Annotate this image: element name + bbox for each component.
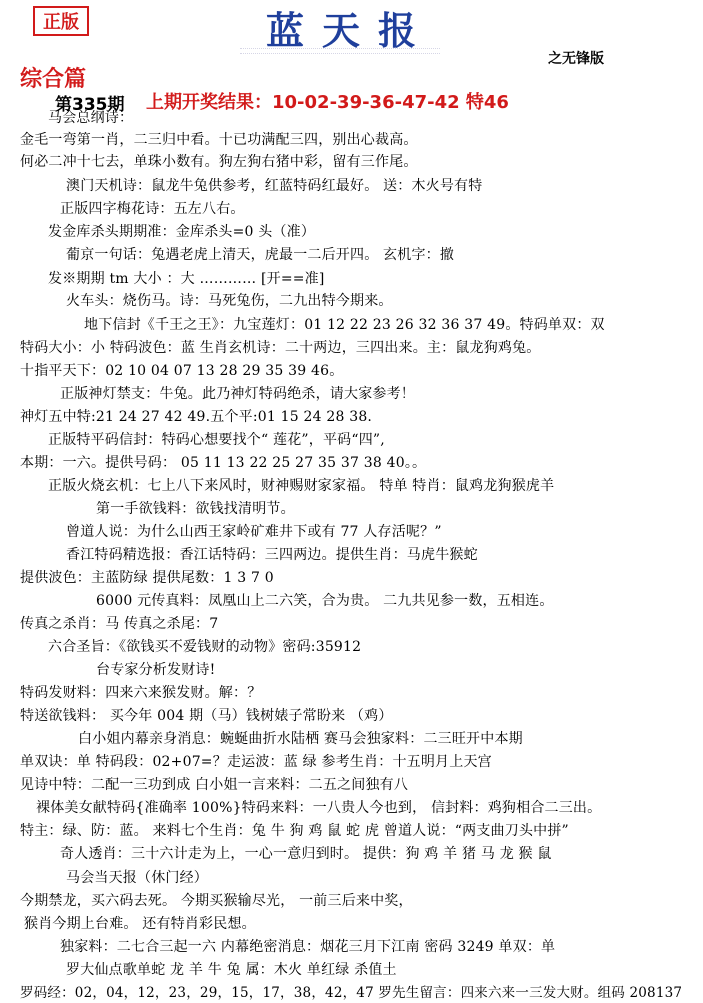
text-line: 奇人透肖：三十六计走为上，一心一意归到时。 提供：狗 鸡 羊 猪 马 龙 猴 鼠: [60, 846, 552, 862]
text-line: 火车头：烧伤马。诗：马死兔伤，二九出特今期来。: [66, 293, 393, 309]
edition-stamp: 正版: [33, 6, 89, 36]
masthead-underline: [240, 48, 440, 54]
section-title: 综合篇: [20, 67, 87, 92]
text-line: 葡京一句话：兔遇老虎上清天，虎最一二后开四。 玄机字：撤: [66, 247, 455, 263]
text-line: 发※期期 tm 大小 ：大 ………… [开==准]: [48, 271, 325, 287]
text-line: 白小姐内幕亲身消息：蜿蜒曲折水陆栖 赛马会独家料：二三旺开中本期: [78, 731, 523, 747]
text-line: 提供波色：主蓝防绿 提供尾数：1 3 7 0: [20, 570, 274, 586]
text-line: 金毛一弯第一肖，二三归中看。十已功满配三四，别出心裁高。: [20, 132, 418, 148]
text-line: 6000 元传真料：凤凰山上二六笑，合为贵。 二九共见参一数，五相连。: [96, 593, 554, 609]
last-result: 上期开奖结果：10-02-39-36-47-42 特46: [146, 92, 509, 113]
text-line: 曾道人说：为什么山西王家岭矿难井下或有 77 人存活呢？”: [66, 524, 442, 540]
text-line: 发金库杀头期期准：金库杀头=0 头（准）: [48, 224, 316, 240]
text-line: 六合圣旨：《欲钱买不爱钱财的动物》密码:35912: [48, 639, 362, 655]
edition-label: 之无锋版: [548, 51, 604, 67]
text-line: 澳门天机诗：鼠龙牛兔供参考，红蓝特码红最好。 送：木火号有特: [66, 178, 483, 194]
text-line: 见诗中特：二配一三功到成 白小姐一言来料：二五之间独有八: [20, 777, 409, 793]
text-line: 香江特码精选报：香江话特码：三四两边。提供生肖：马虎牛猴蛇: [66, 547, 478, 563]
text-line: 十指平天下：02 10 04 07 13 28 29 35 39 46。: [20, 363, 344, 379]
issue-number: 第335期: [55, 95, 125, 115]
text-line: 马会当天报（休门经）: [66, 870, 208, 886]
text-line: 正版四字梅花诗：五左八右。: [60, 201, 245, 217]
text-line: 台专家分析发财诗!: [96, 662, 216, 678]
text-line: 地下信封《千王之王》：九宝莲灯：01 12 22 23 26 32 36 37 49。特码单双：双: [84, 317, 605, 333]
text-line: 罗码经：02，04，12，23，29，15，17，38，42，47 罗先生留言：四来六来一三发大财。组码 208137: [20, 985, 683, 1001]
text-line: 裸体美女献特码{准确率 100%}特码来料：一八贵人今也到， 信封料：鸡狗相合二三出。: [36, 800, 602, 816]
text-line: 特主：绿、防：蓝。 来料七个生肖：兔 牛 狗 鸡 鼠 蛇 虎 曾道人说：“两支曲刀头中拼”: [20, 823, 569, 839]
text-line: 正版神灯禁支：牛兔。此乃神灯特码绝杀，请大家参考！: [60, 386, 415, 402]
text-line: 今期禁龙，买六码去死。 今期买猴输尽光， 一前三后来中奖，: [20, 893, 413, 909]
text-line: 独家料：二七合三起一六 内幕绝密消息：烟花三月下江南 密码 3249 单双：单: [60, 939, 556, 955]
masthead-title: 蓝天报: [265, 9, 434, 53]
text-line: 马会总纲诗：: [48, 110, 134, 126]
text-line: 本期：一六。提供号码： 05 11 13 22 25 27 35 37 38 40。。: [20, 455, 427, 471]
text-line: 正版火烧玄机：七上八下来风时，财神赐财家家福。 特单 特肖：鼠鸡龙狗猴虎羊: [48, 478, 555, 494]
text-line: 传真之杀肖：马 传真之杀尾：7: [20, 616, 219, 632]
text-line: 神灯五中特:21 24 27 42 49.五个平:01 15 24 28 38.: [20, 409, 373, 425]
text-line: 特送欲钱料： 买今年 004 期（马）钱树婊子常盼来 （鸡）: [20, 708, 393, 724]
text-line: 第一手欲钱料：欲钱找清明节。: [96, 501, 295, 517]
text-line: 正版特平码信封：特码心想要找个“ 莲花”，平码“四”,: [48, 432, 385, 448]
text-line: 何必二冲十七去，单珠小数有。狗左狗右猪中彩，留有三作尾。: [20, 154, 418, 170]
text-line: 猴肖今期上台难。 还有特肖彩民想。: [24, 916, 256, 932]
text-line: 罗大仙点歌单蛇 龙 羊 牛 兔 属：木火 单红绿 杀值土: [66, 962, 397, 978]
text-line: 单双诀：单 特码段：02+07=？走运波：蓝 绿 参考生肖：十五明月上天宫: [20, 754, 492, 770]
text-line: 特码大小：小 特码波色：蓝 生肖玄机诗：二十两边，三四出来。主：鼠龙狗鸡兔。: [20, 340, 541, 356]
text-line: 特码发财料：四来六来猴发财。解：？: [20, 685, 262, 701]
